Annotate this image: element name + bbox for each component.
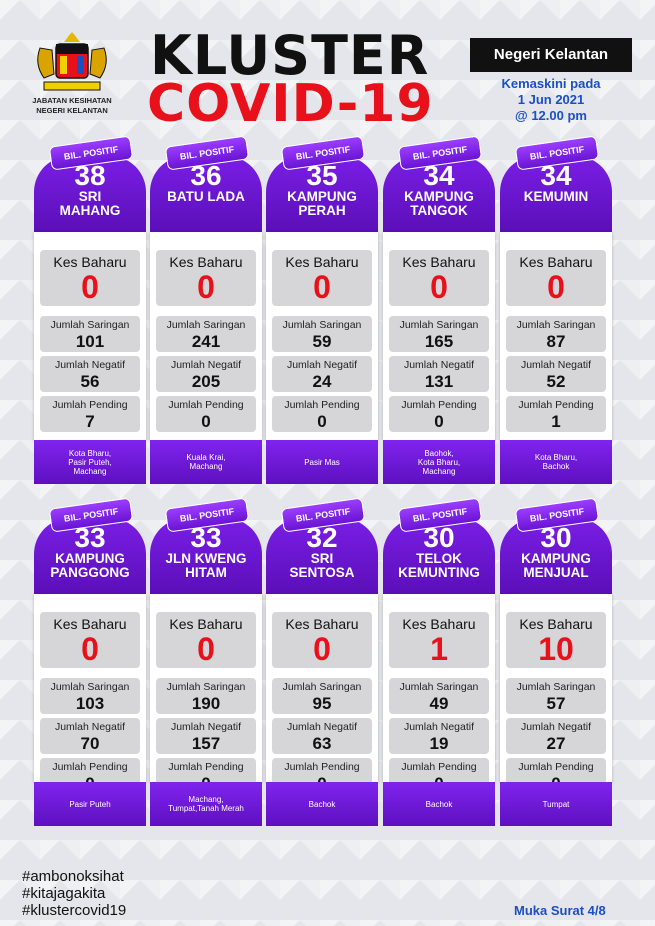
cluster-name: KAMPUNG PERAH	[287, 189, 357, 218]
pending-label: Jumlah Pending	[401, 399, 477, 411]
screening-box	[389, 316, 489, 352]
negative-label: Jumlah Negatif	[170, 721, 242, 733]
screening-label: Jumlah Saringan	[282, 319, 362, 331]
hashtag: #ambonoksihat	[22, 868, 124, 885]
positive-count-tab: BIL. POSITIF	[49, 497, 134, 532]
new-cases-box	[40, 250, 140, 306]
pending-label: Jumlah Pending	[518, 399, 594, 411]
new-cases-value: 0	[81, 269, 99, 305]
district-footer: Kuala Krai, Machang	[150, 440, 262, 484]
new-cases-label: Kes Baharu	[402, 616, 476, 632]
malaysia-coat-of-arms-icon	[30, 30, 114, 94]
district-footer: Pasir Mas	[266, 440, 378, 484]
new-cases-box	[156, 250, 256, 306]
screening-label: Jumlah Saringan	[50, 681, 130, 693]
negative-box	[506, 718, 606, 754]
negative-box	[40, 718, 140, 754]
negative-label: Jumlah Negatif	[403, 721, 475, 733]
screening-value: 95	[312, 694, 332, 713]
new-cases-value: 0	[547, 269, 565, 305]
pending-label: Jumlah Pending	[284, 761, 360, 773]
district-footer: Kota Bharu, Bachok	[500, 440, 612, 484]
district-footer: Bachok	[266, 782, 378, 826]
positive-count-tab: BIL. POSITIF	[515, 135, 600, 170]
pending-box	[40, 396, 140, 432]
department-name: JABATAN KESIHATAN NEGERI KELANTAN	[32, 96, 112, 115]
screening-box	[389, 678, 489, 714]
new-cases-box	[40, 612, 140, 668]
hashtags	[22, 868, 126, 919]
screening-label: Jumlah Saringan	[282, 681, 362, 693]
negative-value: 24	[312, 372, 332, 391]
negative-box	[272, 356, 372, 392]
new-cases-label: Kes Baharu	[519, 616, 593, 632]
new-cases-value: 10	[538, 631, 574, 667]
cluster-name: BATU LADA	[167, 189, 245, 204]
negative-label: Jumlah Negatif	[54, 359, 126, 371]
positive-count: 36	[190, 160, 222, 191]
new-cases-box	[389, 612, 489, 668]
positive-count-tab: BIL. POSITIF	[49, 135, 134, 170]
negative-value: 63	[312, 734, 332, 753]
cluster-name: TELOK KEMUNTING	[398, 551, 480, 580]
negative-value: 131	[424, 372, 454, 391]
new-cases-box	[156, 612, 256, 668]
screening-value: 241	[191, 332, 221, 351]
update-info	[470, 76, 632, 124]
new-cases-value: 0	[197, 269, 215, 305]
pending-box	[272, 396, 372, 432]
pending-value: 0	[317, 412, 327, 431]
update-time: @ 12.00 pm	[515, 108, 587, 123]
cluster-name: KAMPUNG MENJUAL	[521, 551, 591, 580]
state-badge: Negeri Kelantan	[470, 38, 632, 72]
pending-label: Jumlah Pending	[401, 761, 477, 773]
cluster-name: KEMUMIN	[523, 189, 589, 204]
new-cases-value: 0	[430, 269, 448, 305]
negative-box	[156, 718, 256, 754]
positive-count: 30	[423, 522, 455, 553]
district-footer: Kota Bharu, Pasir Puteh, Machang	[34, 440, 146, 484]
negative-label: Jumlah Negatif	[286, 721, 358, 733]
negative-box	[272, 718, 372, 754]
pending-label: Jumlah Pending	[52, 399, 128, 411]
positive-count: 33	[74, 522, 106, 553]
screening-box	[272, 678, 372, 714]
negative-value: 157	[191, 734, 221, 753]
negative-label: Jumlah Negatif	[403, 359, 475, 371]
screening-value: 165	[424, 332, 454, 351]
new-cases-label: Kes Baharu	[519, 254, 593, 270]
district-footer: Tumpat	[500, 782, 612, 826]
negative-box	[389, 718, 489, 754]
negative-label: Jumlah Negatif	[170, 359, 242, 371]
screening-value: 57	[546, 694, 566, 713]
update-label: Kemaskini pada	[501, 76, 601, 91]
new-cases-label: Kes Baharu	[285, 254, 359, 270]
positive-count-tab: BIL. POSITIF	[281, 497, 366, 532]
negative-label: Jumlah Negatif	[520, 721, 592, 733]
negative-box	[389, 356, 489, 392]
positive-count: 33	[190, 522, 222, 553]
screening-label: Jumlah Saringan	[516, 319, 596, 331]
pending-label: Jumlah Pending	[168, 399, 244, 411]
pending-label: Jumlah Pending	[168, 761, 244, 773]
district-footer: Bachok	[383, 782, 495, 826]
pending-value: 7	[85, 412, 95, 431]
title-kluster: KLUSTER	[150, 24, 430, 87]
new-cases-box	[272, 612, 372, 668]
new-cases-value: 0	[81, 631, 99, 667]
new-cases-value: 0	[197, 631, 215, 667]
pending-value: 0	[201, 412, 211, 431]
cluster-name: SRI SENTOSA	[289, 551, 355, 580]
screening-label: Jumlah Saringan	[399, 681, 479, 693]
pending-value: 0	[434, 412, 444, 431]
screening-box	[40, 678, 140, 714]
negative-value: 205	[191, 372, 221, 391]
screening-label: Jumlah Saringan	[166, 319, 246, 331]
new-cases-label: Kes Baharu	[53, 616, 127, 632]
pending-value: 1	[551, 412, 561, 431]
screening-box	[156, 678, 256, 714]
page-number: Muka Surat 4/8	[514, 903, 606, 918]
pending-box	[389, 396, 489, 432]
positive-count-tab: BIL. POSITIF	[281, 135, 366, 170]
district-footer: Machang, Tumpat,Tanah Merah	[150, 782, 262, 826]
new-cases-label: Kes Baharu	[285, 616, 359, 632]
new-cases-box	[272, 250, 372, 306]
pending-box	[506, 396, 606, 432]
negative-label: Jumlah Negatif	[520, 359, 592, 371]
pending-label: Jumlah Pending	[52, 761, 128, 773]
new-cases-value: 0	[313, 631, 331, 667]
positive-count: 34	[423, 160, 455, 191]
screening-value: 103	[75, 694, 105, 713]
screening-box	[506, 678, 606, 714]
negative-box	[506, 356, 606, 392]
cluster-name: JLN KWENG HITAM	[165, 551, 247, 580]
hashtag: #klustercovid19	[22, 902, 127, 919]
new-cases-box	[506, 250, 606, 306]
negative-value: 70	[80, 734, 100, 753]
screening-value: 59	[312, 332, 332, 351]
negative-label: Jumlah Negatif	[54, 721, 126, 733]
cluster-name: SRI MAHANG	[59, 189, 121, 218]
positive-count: 32	[306, 522, 338, 553]
new-cases-box	[506, 612, 606, 668]
positive-count: 30	[540, 522, 572, 553]
positive-count-tab: BIL. POSITIF	[165, 135, 250, 170]
new-cases-label: Kes Baharu	[169, 254, 243, 270]
new-cases-label: Kes Baharu	[402, 254, 476, 270]
positive-count-tab: BIL. POSITIF	[398, 497, 483, 532]
screening-value: 101	[75, 332, 105, 351]
district-footer: Baohok, Kota Bharu, Machang	[383, 440, 495, 484]
screening-box	[40, 316, 140, 352]
new-cases-box	[389, 250, 489, 306]
new-cases-label: Kes Baharu	[53, 254, 127, 270]
cluster-name: KAMPUNG TANGOK	[404, 189, 474, 218]
negative-box	[156, 356, 256, 392]
title-covid: COVID-19	[147, 74, 434, 134]
screening-value: 87	[546, 332, 566, 351]
positive-count-tab: BIL. POSITIF	[165, 497, 250, 532]
negative-value: 27	[546, 734, 566, 753]
positive-count-tab: BIL. POSITIF	[398, 135, 483, 170]
district-footer: Pasir Puteh	[34, 782, 146, 826]
pending-label: Jumlah Pending	[284, 399, 360, 411]
positive-count-tab: BIL. POSITIF	[515, 497, 600, 532]
pending-box	[156, 396, 256, 432]
negative-box	[40, 356, 140, 392]
cluster-name: KAMPUNG PANGGONG	[50, 551, 130, 580]
negative-value: 52	[546, 372, 566, 391]
pending-label: Jumlah Pending	[518, 761, 594, 773]
new-cases-value: 1	[430, 631, 448, 667]
screening-label: Jumlah Saringan	[399, 319, 479, 331]
screening-box	[156, 316, 256, 352]
negative-label: Jumlah Negatif	[286, 359, 358, 371]
screening-label: Jumlah Saringan	[516, 681, 596, 693]
positive-count: 38	[74, 160, 106, 191]
screening-box	[272, 316, 372, 352]
positive-count: 35	[306, 160, 338, 191]
screening-box	[506, 316, 606, 352]
negative-value: 19	[429, 734, 449, 753]
screening-label: Jumlah Saringan	[50, 319, 130, 331]
hashtag: #kitajagakita	[22, 885, 106, 902]
new-cases-value: 0	[313, 269, 331, 305]
positive-count: 34	[540, 160, 572, 191]
update-date: 1 Jun 2021	[517, 92, 585, 107]
screening-value: 49	[429, 694, 449, 713]
screening-value: 190	[191, 694, 221, 713]
new-cases-label: Kes Baharu	[169, 616, 243, 632]
negative-value: 56	[80, 372, 100, 391]
screening-label: Jumlah Saringan	[166, 681, 246, 693]
